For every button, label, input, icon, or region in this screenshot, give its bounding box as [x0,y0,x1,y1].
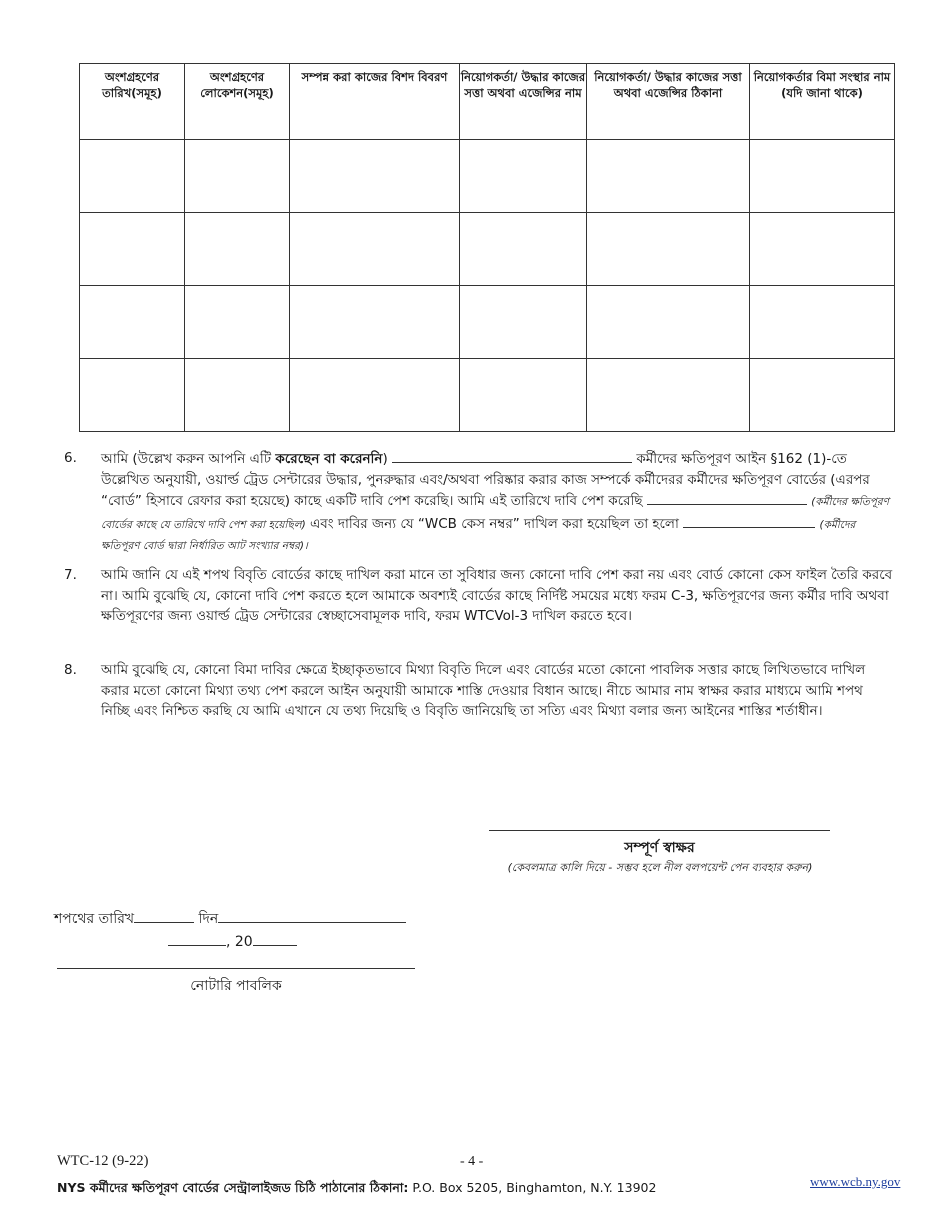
form-number: WTC-12 (9-22) [57,1153,149,1169]
did-or-did-not-field[interactable] [392,448,632,463]
oath-year-field[interactable] [253,931,297,946]
table-row [80,140,895,213]
statement-number: 7. [64,567,77,583]
signature-line[interactable] [489,830,830,831]
statement-text: আমি (উল্লেখ করুন আপনি এটি করেছেন বা করেননি) কর্মীদের ক্ষতিপূরণ আইন §162 (1)-তে উল্লেখিত অনুযায়ী, ওয়ার্ল্ড ট্রেড সেন্টারের উদ্ধার, পুনরুদ্ধার এবং/অথবা পরিষ্কার করার কাজ সম্পর্কে কর্মীদেরর কর্মীদের ক্ষতিপূরণ বোর্ডের (এরপর “বোর্ড” হিসাবে রেফার করা হয়েছে) কাছে একটি দাবি পেশ করেছি। আমি এই তারিখে দাবি পেশ করেছি (কর্মীদের ক্ষতিপূরণ বোর্ডের কাছে যে তারিখে দাবি পেশ করা হয়েছিল) এবং দাবির জন্য যে “WCB কেস নম্বর” দাখিল করা হয়েছিল তা হলো (কর্মীদের ক্ষতিপূরণ বোর্ড দ্বারা নির্ধারিত আট সংখ্যার নম্বর)। [101,448,894,557]
statement-8 [64,660,894,722]
table-cell[interactable] [460,359,587,432]
claim-date-field[interactable] [647,490,807,505]
header-employer-address: নিয়োগকর্তা/ উদ্ধার কাজের সত্তা অথবা এজেন্সির ঠিকানা [587,64,750,140]
oath-month-year-line: , 20 [168,931,297,950]
table-cell[interactable] [80,213,185,286]
table-header-row [80,64,895,140]
page-number: - 4 - [460,1154,484,1169]
notary-signature-line[interactable] [57,968,415,969]
table-cell[interactable] [80,286,185,359]
table-cell[interactable] [290,213,460,286]
emphasis-text: করেছেন বা করেননি [275,451,383,467]
table-cell[interactable] [80,140,185,213]
oath-date-line: শপথের তারিখ দিন [54,907,406,931]
wcb-case-number-field[interactable] [683,513,815,528]
table-cell[interactable] [185,359,290,432]
table-cell[interactable] [290,359,460,432]
statement-number: 8. [64,662,77,678]
table-cell[interactable] [185,213,290,286]
header-work-description: সম্পন্ন করা কাজের বিশদ বিবরণ [290,64,460,140]
header-locations: অংশগ্রহণের লোকেশন(সমূহ) [185,64,290,140]
oath-date-field[interactable] [218,908,406,923]
table-row [80,286,895,359]
statement-6 [64,448,894,557]
participation-table [79,63,895,432]
table-cell[interactable] [460,286,587,359]
table-cell[interactable] [750,140,895,213]
header-employer-name: নিয়োগকর্তা/ উদ্ধার কাজের সত্তা অথবা এজেন্সির নাম [460,64,587,140]
statement-7 [64,565,894,627]
oath-day-field[interactable] [134,908,194,923]
table-cell[interactable] [80,359,185,432]
notary-label: নোটারি পাবলিক [190,978,282,994]
table-cell[interactable] [587,286,750,359]
address-value: P.O. Box 5205, Binghamton, N.Y. 13902 [408,1180,657,1195]
header-insurance-carrier: নিয়োগকর্তার বিমা সংস্থার নাম (যদি জানা থাকে) [750,64,895,140]
table-row [80,213,895,286]
table-cell[interactable] [587,359,750,432]
statement-text: আমি জানি যে এই শপথ বিবৃতি বোর্ডের কাছে দাখিল করা মানে তা সুবিধার জন্য কোনো দাবি পেশ করা নয় এবং বোর্ড কোনো কেস ফাইল তৈরি করবে না। আমি বুঝেছি যে, কোনো দাবি পেশ করতে হলে আমাকে অবশ্যই বোর্ডের কাছে নির্দিষ্ট সময়ের মধ্যে ফরম C-3, ক্ষতিপূরণের জন্য কর্মীর দাবি অথবা ক্ষতিপূরণের জন্য ওয়ার্ল্ড ট্রেড সেন্টারের স্বেচ্ছাসেবামূলক দাবি, ফরম WTCVol-3 দাখিল করতে হবে। [101,567,893,624]
table-cell[interactable] [587,213,750,286]
address-label: NYS কর্মীদের ক্ষতিপূরণ বোর্ডের সেন্ট্রালাইজড চিঠি পাঠানোর ঠিকানা: [57,1180,409,1195]
table-cell[interactable] [587,140,750,213]
table-row [80,359,895,432]
statement-text: আমি বুঝেছি যে, কোনো বিমা দাবির ক্ষেত্রে ইচ্ছাকৃতভাবে মিথ্যা বিবৃতি দিলে এবং বোর্ডের মতো কোনো পাবলিক সত্তার কাছে লিখিতভাবে দাখিল করার মতো কোনো মিথ্যা তথ্য পেশ করলে আইন অনুযায়ী আমাকে শাস্তি দেওয়ার বিধান আছে। নীচে আমার নাম স্বাক্ষর করার মাধ্যমে আমি শপথ নিচ্ছি এবং নিশ্চিত করছি যে আমি এখানে যে তথ্য দিয়েছি ও বিবৃতি জানিয়েছি তা সত্যি এবং মিথ্যা বলার জন্য আইনের শাস্তির শর্তাধীন। [101,662,866,719]
table-cell[interactable] [290,286,460,359]
table-cell[interactable] [750,359,895,432]
signature-note: (কেবলমাত্র কালি দিয়ে - সম্ভব হলে নীল বলপয়েন্ট পেন ব্যবহার করুন) [507,861,813,874]
table-cell[interactable] [460,140,587,213]
oath-month-field[interactable] [168,931,226,946]
signature-label: সম্পূর্ণ স্বাক্ষর [624,840,695,856]
statement-number: 6. [64,450,77,466]
table-cell[interactable] [290,140,460,213]
table-cell[interactable] [460,213,587,286]
website-link[interactable]: www.wcb.ny.gov [810,1174,901,1189]
table-cell[interactable] [750,213,895,286]
header-dates: অংশগ্রহণের তারিখ(সমূহ) [80,64,185,140]
table-cell[interactable] [750,286,895,359]
table-cell[interactable] [185,286,290,359]
case-number-note: (কর্মীদের ক্ষতিপূরণ বোর্ড দ্বারা নির্ধারিত আট সংখ্যার নম্বর)। [101,518,856,552]
table-cell[interactable] [185,140,290,213]
claim-date-note: (কর্মীদের ক্ষতিপূরণ বোর্ডের কাছে যে তারিখে দাবি পেশ করা হয়েছিল) [101,496,889,531]
mailing-address [57,1180,656,1200]
